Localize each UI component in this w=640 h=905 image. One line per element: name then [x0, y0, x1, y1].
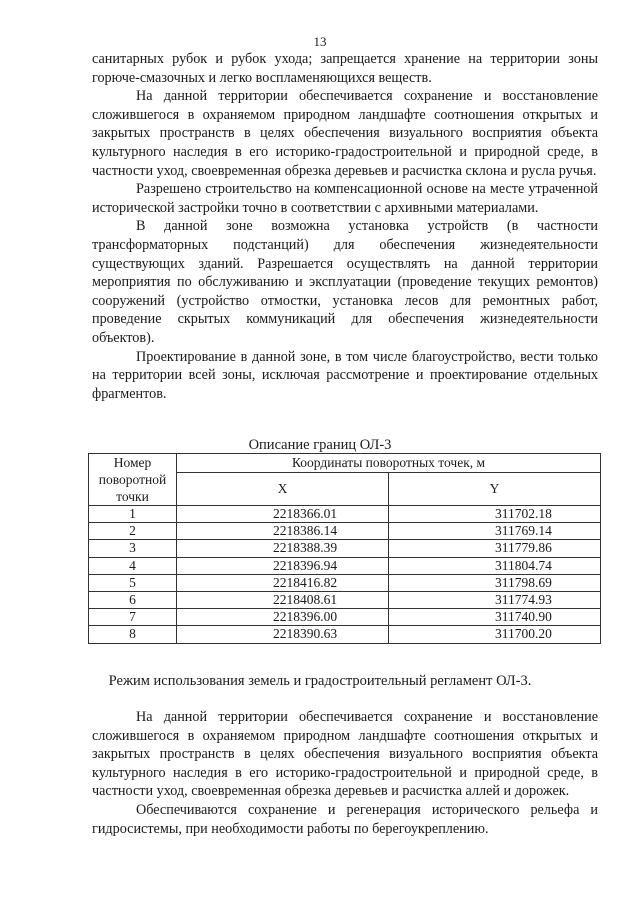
- table-row: [89, 609, 601, 626]
- point-number: 5: [89, 574, 177, 591]
- table-row: [89, 540, 601, 557]
- x-value: 2218388.39: [177, 540, 389, 557]
- header-coordinates: Координаты поворотных точек, м: [177, 454, 601, 473]
- table-row: [89, 523, 601, 540]
- y-value: 311774.93: [389, 592, 601, 609]
- y-value: 311779.86: [389, 540, 601, 557]
- paragraph: санитарных рубок и рубок ухода; запрещается хранение на территории зоны горюче-смазочных и легко воспламеняющихся веществ.: [92, 51, 598, 86]
- page-number: 13: [313, 34, 327, 49]
- section-title: Режим использования земель и градостроительный регламент ОЛ-3.: [108, 673, 532, 689]
- table-caption: Описание границ ОЛ-3: [248, 437, 392, 453]
- point-number: 4: [89, 557, 177, 574]
- table-row: [89, 574, 601, 591]
- y-value: 311702.18: [389, 506, 601, 523]
- x-value: 2218386.14: [177, 523, 389, 540]
- y-value: 311804.74: [389, 557, 601, 574]
- paragraph: В данной зоне возможна установка устройств (в частности трансформаторных подстанций) для обеспечения жизнедеятельности существующих зданий. Разрешается осуществлять на данной территории мероприятия по обслуживанию и эксплуатации (проведение текущих ремонтов) сооружений (устройство отмостки, установка лесов для ремонтных работ, проведение скрытых коммуникаций для обеспечения жизнедеятельности объектов).: [92, 218, 598, 346]
- x-value: 2218366.01: [177, 506, 389, 523]
- point-number: 8: [89, 626, 177, 643]
- header-x: X: [177, 473, 389, 506]
- text-block-lower: [92, 708, 598, 838]
- point-number: 3: [89, 540, 177, 557]
- coordinates-table: [88, 453, 601, 644]
- header-y: Y: [389, 473, 601, 506]
- table-row: [89, 506, 601, 523]
- x-value: 2218390.63: [177, 626, 389, 643]
- y-value: 311700.20: [389, 626, 601, 643]
- y-value: 311798.69: [389, 574, 601, 591]
- table-row: [89, 626, 601, 643]
- point-number: 6: [89, 592, 177, 609]
- point-number: 7: [89, 609, 177, 626]
- header-point-number: Номер поворотной точки: [89, 454, 177, 506]
- paragraph: На данной территории обеспечивается сохранение и восстановление сложившегося в охраняемом природном ландшафте соотношения открытых и закрытых пространств в целях обеспечения визуального восприятия объекта культурного наследия в его историко-градостроительной и природной среде, в частности уход, своевременная обрезка деревьев и расчистка склона и русла ручья.: [92, 88, 598, 179]
- x-value: 2218408.61: [177, 592, 389, 609]
- y-value: 311740.90: [389, 609, 601, 626]
- table-row: [89, 557, 601, 574]
- point-number: 1: [89, 506, 177, 523]
- x-value: 2218416.82: [177, 574, 389, 591]
- paragraph: Проектирование в данной зоне, в том числе благоустройство, вести только на территории всей зоны, исключая рассмотрение и проектирование отдельных фрагментов.: [92, 348, 598, 402]
- y-value: 311769.14: [389, 523, 601, 540]
- table-row: [89, 592, 601, 609]
- x-value: 2218396.00: [177, 609, 389, 626]
- point-number: 2: [89, 523, 177, 540]
- paragraph: На данной территории обеспечивается сохранение и восстановление сложившегося в охраняемом природном ландшафте соотношения открытых и закрытых пространств в целях обеспечения визуального восприятия объекта культурного наследия в его историко-градостроительной и природной среде, в частности уход, своевременная обрезка деревьев и расчистка аллей и дорожек.: [92, 709, 598, 800]
- paragraph: Разрешено строительство на компенсационной основе на месте утраченной исторической застройки точно в соответствии с архивными материалами.: [92, 181, 598, 216]
- text-block-upper: [92, 50, 598, 403]
- x-value: 2218396.94: [177, 557, 389, 574]
- paragraph: Обеспечиваются сохранение и регенерация исторического рельефа и гидросистемы, при необходимости работы по берегоукреплению.: [92, 801, 598, 837]
